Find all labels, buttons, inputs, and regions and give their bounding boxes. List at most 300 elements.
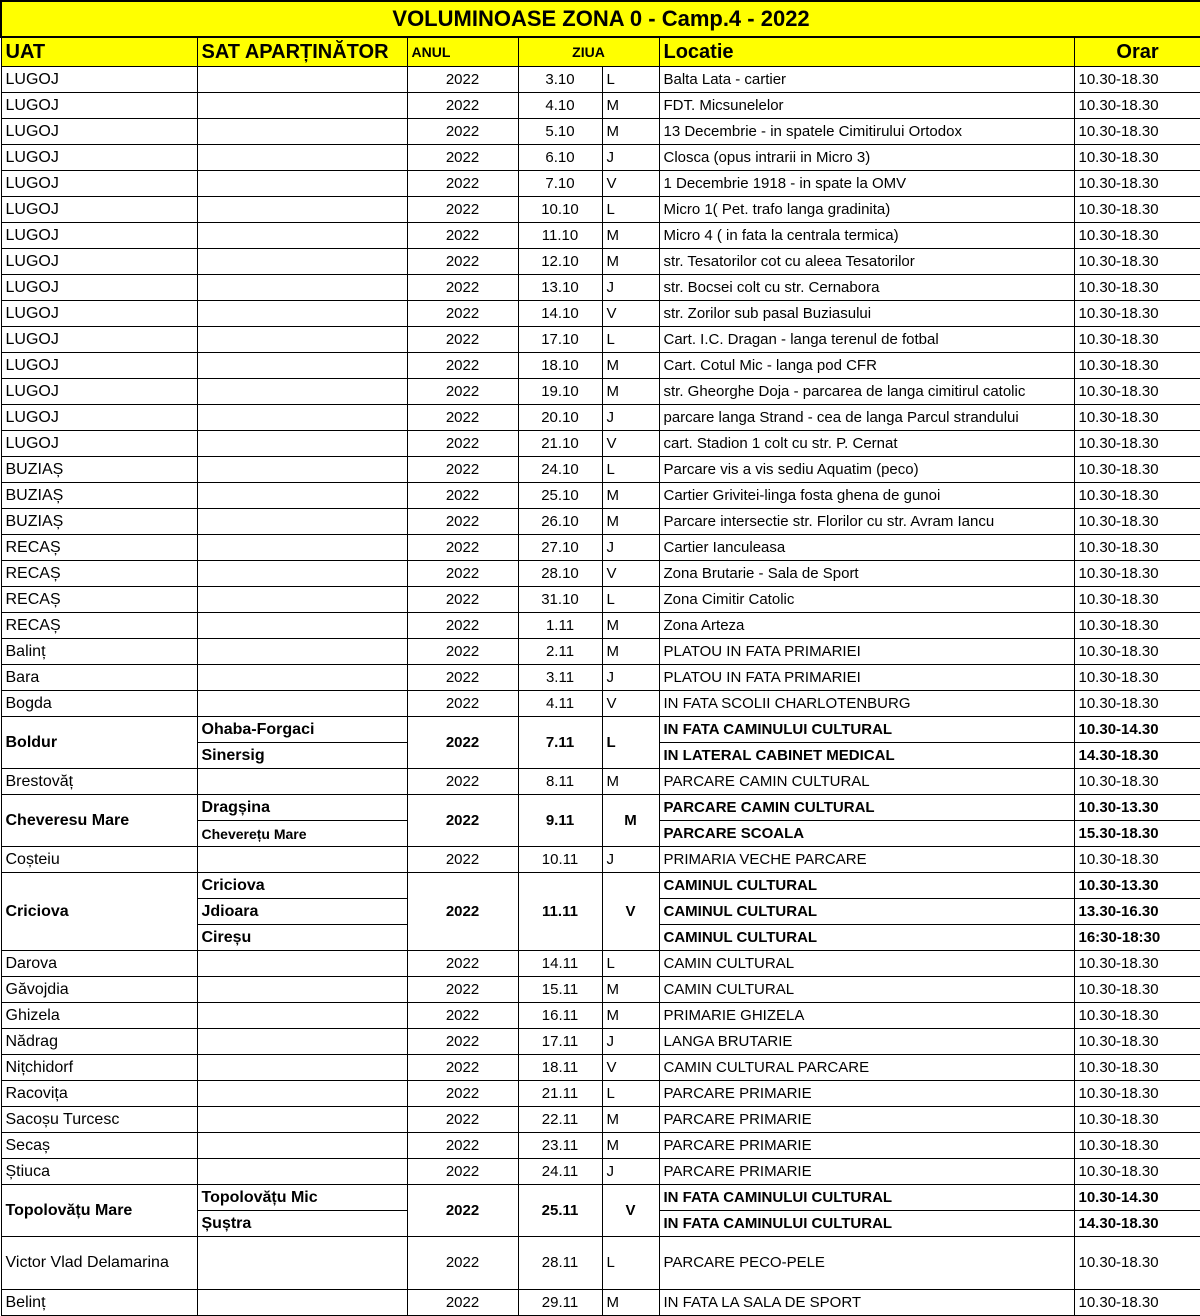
date-cell: 6.10 [518,145,602,171]
year-cell: 2022 [407,1107,518,1133]
year-cell: 2022 [407,1003,518,1029]
location-cell: PRIMARIE GHIZELA [659,1003,1074,1029]
uat-cell: Bara [1,665,197,691]
sat-cell [197,223,407,249]
location-cell: str. Bocsei colt cu str. Cernabora [659,275,1074,301]
location-cell: CAMIN CULTURAL [659,951,1074,977]
weekday-cell: M [602,93,659,119]
year-cell: 2022 [407,1081,518,1107]
location-cell: Zona Cimitir Catolic [659,587,1074,613]
date-cell: 26.10 [518,509,602,535]
weekday-cell: M [602,353,659,379]
sat-cell [197,171,407,197]
schedule-cell: 10.30-18.30 [1074,1159,1200,1185]
date-cell: 3.10 [518,67,602,93]
uat-cell: RECAȘ [1,535,197,561]
sat-cell [197,587,407,613]
schedule-cell: 10.30-18.30 [1074,119,1200,145]
schedule-cell: 10.30-18.30 [1074,1290,1200,1316]
year-cell: 2022 [407,431,518,457]
uat-cell: Boldur [1,717,197,769]
weekday-cell: M [602,249,659,275]
uat-cell: BUZIAȘ [1,483,197,509]
weekday-cell: M [602,1107,659,1133]
sat-cell [197,119,407,145]
location-cell: IN LATERAL CABINET MEDICAL [659,743,1074,769]
weekday-cell: M [602,769,659,795]
year-cell: 2022 [407,1185,518,1237]
sat-cell [197,847,407,873]
table-row [1,613,1200,639]
table-row [1,275,1200,301]
location-cell: Cartier Ianculeasa [659,535,1074,561]
location-cell: Micro 4 ( in fata la centrala termica) [659,223,1074,249]
table-row [1,587,1200,613]
schedule-cell: 10.30-18.30 [1074,639,1200,665]
table-row [1,1055,1200,1081]
date-cell: 7.10 [518,171,602,197]
sat-cell [197,1055,407,1081]
table-row [1,119,1200,145]
weekday-cell: J [602,665,659,691]
table-row [1,561,1200,587]
schedule-cell: 10.30-18.30 [1074,613,1200,639]
location-cell: LANGA BRUTARIE [659,1029,1074,1055]
date-cell: 1.11 [518,613,602,639]
year-cell: 2022 [407,847,518,873]
uat-cell: Balinț [1,639,197,665]
weekday-cell: L [602,197,659,223]
date-cell: 17.11 [518,1029,602,1055]
date-cell: 31.10 [518,587,602,613]
location-cell: PARCARE PRIMARIE [659,1133,1074,1159]
year-cell: 2022 [407,301,518,327]
header-locatie: Locatie [659,37,1074,67]
weekday-cell: M [602,1290,659,1316]
weekday-cell: V [602,171,659,197]
sat-cell: Topolovățu Mic [197,1185,407,1211]
sat-cell [197,431,407,457]
uat-cell: LUGOJ [1,197,197,223]
table-row [1,483,1200,509]
uat-cell: LUGOJ [1,405,197,431]
weekday-cell: M [602,1133,659,1159]
sat-cell [197,1133,407,1159]
schedule-cell: 10.30-18.30 [1074,301,1200,327]
sat-cell [197,665,407,691]
uat-cell: LUGOJ [1,301,197,327]
date-cell: 2.11 [518,639,602,665]
table-row [1,717,1200,743]
table-row [1,535,1200,561]
location-cell: IN FATA CAMINULUI CULTURAL [659,717,1074,743]
date-cell: 11.11 [518,873,602,951]
uat-cell: RECAȘ [1,587,197,613]
sat-cell [197,457,407,483]
year-cell: 2022 [407,977,518,1003]
year-cell: 2022 [407,405,518,431]
sat-cell [197,769,407,795]
year-cell: 2022 [407,67,518,93]
table-row [1,405,1200,431]
uat-cell: Găvojdia [1,977,197,1003]
table-row [1,847,1200,873]
schedule-cell: 10.30-18.30 [1074,1133,1200,1159]
location-cell: PARCARE PECO-PELE [659,1237,1074,1290]
schedule-cell: 10.30-18.30 [1074,93,1200,119]
date-cell: 23.11 [518,1133,602,1159]
sat-cell [197,1029,407,1055]
year-cell: 2022 [407,353,518,379]
schedule-cell: 10.30-18.30 [1074,847,1200,873]
schedule-cell: 15.30-18.30 [1074,821,1200,847]
header-orar: Orar [1074,37,1200,67]
weekday-cell: J [602,405,659,431]
location-cell: Closca (opus intrarii in Micro 3) [659,145,1074,171]
schedule-cell: 16:30-18:30 [1074,925,1200,951]
sat-cell [197,535,407,561]
location-cell: Cart. Cotul Mic - langa pod CFR [659,353,1074,379]
location-cell: IN FATA CAMINULUI CULTURAL [659,1211,1074,1237]
weekday-cell: M [602,509,659,535]
location-cell: Parcare vis a vis sediu Aquatim (peco) [659,457,1074,483]
table-row [1,769,1200,795]
year-cell: 2022 [407,587,518,613]
date-cell: 8.11 [518,769,602,795]
sat-cell [197,1159,407,1185]
schedule-cell: 10.30-18.30 [1074,431,1200,457]
date-cell: 3.11 [518,665,602,691]
sat-cell [197,327,407,353]
schedule-cell: 10.30-18.30 [1074,1055,1200,1081]
schedule-cell: 10.30-18.30 [1074,327,1200,353]
weekday-cell: M [602,795,659,847]
location-cell: Micro 1( Pet. trafo langa gradinita) [659,197,1074,223]
sat-cell [197,977,407,1003]
weekday-cell: M [602,379,659,405]
date-cell: 28.10 [518,561,602,587]
table-row [1,67,1200,93]
year-cell: 2022 [407,171,518,197]
title-row [1,1,1200,37]
location-cell: PARCARE SCOALA [659,821,1074,847]
year-cell: 2022 [407,1290,518,1316]
date-cell: 9.11 [518,795,602,847]
year-cell: 2022 [407,717,518,769]
uat-cell: Sacoșu Turcesc [1,1107,197,1133]
uat-cell: Darova [1,951,197,977]
location-cell: FDT. Micsunelelor [659,93,1074,119]
schedule-cell: 10.30-18.30 [1074,275,1200,301]
date-cell: 25.11 [518,1185,602,1237]
year-cell: 2022 [407,1055,518,1081]
table-row [1,1029,1200,1055]
location-cell: Parcare intersectie str. Florilor cu str. Avram Iancu [659,509,1074,535]
year-cell: 2022 [407,275,518,301]
schedule-cell: 13.30-16.30 [1074,899,1200,925]
uat-cell: RECAȘ [1,561,197,587]
table-row [1,379,1200,405]
date-cell: 17.10 [518,327,602,353]
table-row [1,639,1200,665]
schedule-cell: 10.30-18.30 [1074,561,1200,587]
uat-cell: LUGOJ [1,327,197,353]
weekday-cell: L [602,67,659,93]
header-ziua: ZIUA [518,37,659,67]
sat-cell [197,67,407,93]
sat-cell [197,1107,407,1133]
year-cell: 2022 [407,197,518,223]
date-cell: 25.10 [518,483,602,509]
weekday-cell: V [602,301,659,327]
uat-cell: BUZIAȘ [1,509,197,535]
date-cell: 16.11 [518,1003,602,1029]
weekday-cell: M [602,977,659,1003]
header-row [1,37,1200,67]
schedule-cell: 10.30-18.30 [1074,1003,1200,1029]
year-cell: 2022 [407,873,518,951]
table-row [1,873,1200,899]
sat-cell: Criciova [197,873,407,899]
year-cell: 2022 [407,483,518,509]
year-cell: 2022 [407,951,518,977]
table-row [1,93,1200,119]
year-cell: 2022 [407,1159,518,1185]
sat-cell [197,93,407,119]
schedule-cell: 10.30-18.30 [1074,665,1200,691]
location-cell: Zona Arteza [659,613,1074,639]
date-cell: 10.10 [518,197,602,223]
table-row [1,353,1200,379]
uat-cell: LUGOJ [1,145,197,171]
uat-cell: RECAȘ [1,613,197,639]
table-row [1,1003,1200,1029]
year-cell: 2022 [407,509,518,535]
weekday-cell: J [602,275,659,301]
sat-cell: Dragșina [197,795,407,821]
date-cell: 10.11 [518,847,602,873]
sat-cell [197,275,407,301]
location-cell: CAMIN CULTURAL [659,977,1074,1003]
sat-cell [197,1290,407,1316]
schedule-cell: 10.30-18.30 [1074,223,1200,249]
uat-cell: LUGOJ [1,171,197,197]
weekday-cell: J [602,1029,659,1055]
location-cell: 13 Decembrie - in spatele Cimitirului Ortodox [659,119,1074,145]
year-cell: 2022 [407,1237,518,1290]
uat-cell: Victor Vlad Delamarina [1,1237,197,1290]
location-cell: PARCARE CAMIN CULTURAL [659,795,1074,821]
schedule-cell: 10.30-14.30 [1074,717,1200,743]
sat-cell [197,145,407,171]
table-row [1,457,1200,483]
uat-cell: LUGOJ [1,93,197,119]
uat-cell: LUGOJ [1,353,197,379]
sat-cell [197,197,407,223]
uat-cell: Știuca [1,1159,197,1185]
year-cell: 2022 [407,93,518,119]
location-cell: Balta Lata - cartier [659,67,1074,93]
table-row [1,1107,1200,1133]
sat-cell [197,405,407,431]
sat-cell: Cheverețu Mare [197,821,407,847]
sat-cell [197,353,407,379]
uat-cell: LUGOJ [1,119,197,145]
weekday-cell: V [602,561,659,587]
location-cell: str. Gheorghe Doja - parcarea de langa cimitirul catolic [659,379,1074,405]
year-cell: 2022 [407,457,518,483]
uat-cell: Coșteiu [1,847,197,873]
date-cell: 12.10 [518,249,602,275]
table-row [1,1133,1200,1159]
uat-cell: LUGOJ [1,249,197,275]
sat-cell: Ohaba-Forgaci [197,717,407,743]
schedule-cell: 10.30-18.30 [1074,457,1200,483]
schedule-cell: 10.30-13.30 [1074,795,1200,821]
uat-cell: LUGOJ [1,275,197,301]
year-cell: 2022 [407,223,518,249]
weekday-cell: J [602,535,659,561]
table-row [1,327,1200,353]
sheet-title: VOLUMINOASE ZONA 0 - Camp.4 - 2022 [1,1,1200,37]
year-cell: 2022 [407,1133,518,1159]
uat-cell: LUGOJ [1,67,197,93]
location-cell: CAMINUL CULTURAL [659,873,1074,899]
sat-cell [197,1081,407,1107]
location-cell: 1 Decembrie 1918 - in spate la OMV [659,171,1074,197]
uat-cell: Criciova [1,873,197,951]
schedule-cell: 14.30-18.30 [1074,743,1200,769]
schedule-cell: 10.30-18.30 [1074,977,1200,1003]
weekday-cell: J [602,847,659,873]
date-cell: 18.10 [518,353,602,379]
location-cell: Cartier Grivitei-linga fosta ghena de gunoi [659,483,1074,509]
schedule-cell: 10.30-18.30 [1074,951,1200,977]
date-cell: 4.10 [518,93,602,119]
table-row [1,223,1200,249]
weekday-cell: V [602,691,659,717]
sat-cell: Șuștra [197,1211,407,1237]
table-row [1,1159,1200,1185]
uat-cell: Bogda [1,691,197,717]
location-cell: str. Zorilor sub pasal Buziasului [659,301,1074,327]
location-cell: str. Tesatorilor cot cu aleea Tesatorilor [659,249,1074,275]
date-cell: 4.11 [518,691,602,717]
uat-cell: LUGOJ [1,223,197,249]
sat-cell: Jdioara [197,899,407,925]
weekday-cell: J [602,145,659,171]
location-cell: PARCARE PRIMARIE [659,1159,1074,1185]
year-cell: 2022 [407,561,518,587]
date-cell: 7.11 [518,717,602,769]
year-cell: 2022 [407,769,518,795]
sat-cell [197,483,407,509]
weekday-cell: V [602,1185,659,1237]
weekday-cell: M [602,639,659,665]
schedule-cell: 10.30-18.30 [1074,145,1200,171]
schedule-cell: 10.30-18.30 [1074,353,1200,379]
date-cell: 21.10 [518,431,602,457]
sat-cell [197,561,407,587]
year-cell: 2022 [407,535,518,561]
table-row [1,197,1200,223]
schedule-cell: 10.30-18.30 [1074,379,1200,405]
location-cell: CAMINUL CULTURAL [659,925,1074,951]
schedule-cell: 10.30-18.30 [1074,1081,1200,1107]
year-cell: 2022 [407,327,518,353]
location-cell: IN FATA SCOLII CHARLOTENBURG [659,691,1074,717]
sat-cell [197,1237,407,1290]
date-cell: 11.10 [518,223,602,249]
schedule-cell: 10.30-18.30 [1074,171,1200,197]
date-cell: 24.10 [518,457,602,483]
year-cell: 2022 [407,1029,518,1055]
year-cell: 2022 [407,613,518,639]
date-cell: 27.10 [518,535,602,561]
uat-cell: Nițchidorf [1,1055,197,1081]
year-cell: 2022 [407,691,518,717]
schedule-cell: 10.30-18.30 [1074,405,1200,431]
uat-cell: Topolovățu Mare [1,1185,197,1237]
table-row [1,665,1200,691]
schedule-cell: 10.30-18.30 [1074,197,1200,223]
weekday-cell: M [602,1003,659,1029]
location-cell: PRIMARIA VECHE PARCARE [659,847,1074,873]
table-row [1,509,1200,535]
schedule-cell: 10.30-13.30 [1074,873,1200,899]
date-cell: 14.11 [518,951,602,977]
location-cell: Cart. I.C. Dragan - langa terenul de fotbal [659,327,1074,353]
sat-cell [197,691,407,717]
weekday-cell: V [602,873,659,951]
year-cell: 2022 [407,665,518,691]
schedule-cell: 10.30-18.30 [1074,691,1200,717]
sat-cell [197,301,407,327]
weekday-cell: L [602,457,659,483]
schedule-cell: 10.30-18.30 [1074,1237,1200,1290]
table-row [1,431,1200,457]
year-cell: 2022 [407,379,518,405]
weekday-cell: L [602,327,659,353]
location-cell: Zona Brutarie - Sala de Sport [659,561,1074,587]
table-row [1,301,1200,327]
location-cell: IN FATA LA SALA DE SPORT [659,1290,1074,1316]
uat-cell: LUGOJ [1,431,197,457]
weekday-cell: L [602,1237,659,1290]
weekday-cell: J [602,1159,659,1185]
table-row [1,795,1200,821]
uat-cell: Cheveresu Mare [1,795,197,847]
weekday-cell: L [602,951,659,977]
table-row [1,691,1200,717]
schedule-cell: 10.30-18.30 [1074,587,1200,613]
location-cell: PARCARE PRIMARIE [659,1107,1074,1133]
date-cell: 24.11 [518,1159,602,1185]
sat-cell [197,951,407,977]
schedule-cell: 10.30-18.30 [1074,769,1200,795]
weekday-cell: L [602,587,659,613]
weekday-cell: L [602,1081,659,1107]
table-row [1,1237,1200,1290]
uat-cell: Belinț [1,1290,197,1316]
year-cell: 2022 [407,795,518,847]
uat-cell: BUZIAȘ [1,457,197,483]
uat-cell: Brestovăț [1,769,197,795]
table-row [1,249,1200,275]
table-row [1,145,1200,171]
location-cell: parcare langa Strand - cea de langa Parcul strandului [659,405,1074,431]
weekday-cell: L [602,717,659,769]
